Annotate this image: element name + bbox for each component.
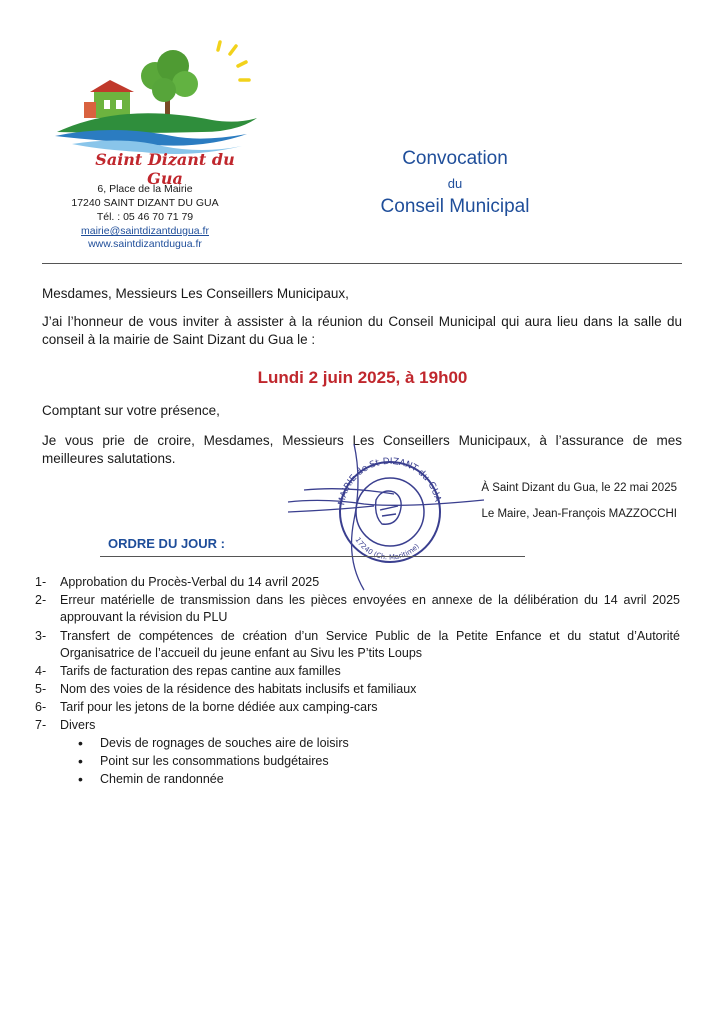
bullet-icon: • [78, 771, 83, 787]
agenda-item-number: 2- [35, 593, 47, 607]
title-conseil: Conseil Municipal [380, 196, 530, 217]
title-du: du [447, 176, 463, 191]
agenda-item-number: 5- [35, 682, 47, 696]
agenda-item: Nom des voies de la résidence des habitats inclusifs et familiaux [60, 682, 417, 696]
tree-icon [141, 50, 198, 122]
stamp-text: MAIRIE de St-DIZANT-du-GUA [337, 456, 443, 507]
sun-rays-icon [218, 42, 249, 80]
stamp-bottom-text: 17240 (Ch. Maritime) [353, 536, 421, 562]
agenda-item: Transfert de compétences de création d’un Service Public de la Petite Enfance et du statut d’Autorité Organisatrice de l’accueil du jeune enfant au Sivu les P’tits Loups [60, 629, 680, 660]
agenda-item: Tarif pour les jetons de la borne dédiée aux camping-cars [60, 700, 378, 714]
agenda-item-number: 1- [35, 575, 47, 589]
closing-text: Je vous prie de croire, Mesdames, Messieurs Les Conseillers Municipaux, à l’assurance de mes meilleures salutations. [42, 433, 682, 466]
agenda-sub-item: Devis de rognages de souches aire de loisirs [100, 736, 349, 750]
address-city: 17240 SAINT DIZANT DU GUA [71, 197, 219, 209]
agenda-sub-item: Chemin de randonnée [100, 772, 224, 786]
agenda-heading: ORDRE DU JOUR : [108, 536, 226, 551]
commune-logo [52, 40, 262, 158]
phone-number: Tél. : 05 46 70 71 79 [96, 211, 194, 223]
bullet-icon: • [78, 735, 83, 751]
agenda-item-number: 4- [35, 664, 47, 678]
website-link[interactable]: www.saintdizantdugua.fr [88, 238, 202, 250]
agenda-sub-item: Point sur les consommations budgétaires [100, 754, 329, 768]
agenda-item: Tarifs de facturation des repas cantine aux familles [60, 664, 341, 678]
agenda-item: Approbation du Procès-Verbal du 14 avril 2025 [60, 575, 320, 589]
agenda-item-number: 3- [35, 629, 47, 643]
counting-text: Comptant sur votre présence, [42, 403, 220, 418]
marianne-emblem-icon [376, 491, 402, 524]
title-convocation: Convocation [402, 148, 508, 169]
house-icon [84, 80, 134, 118]
header-divider [42, 263, 682, 264]
mayor-signature: Le Maire, Jean-François MAZZOCCHI [481, 508, 677, 520]
greeting: Mesdames, Messieurs Les Conseillers Municipaux, [42, 286, 349, 301]
agenda-item: Erreur matérielle de transmission dans les pièces envoyées en annexe de la délibération du 14 avril 2025 approuvant la révision du PLU [60, 593, 680, 624]
email-link[interactable]: mairie@saintdizantdugua.fr [81, 225, 209, 237]
agenda-item-number: 7- [35, 718, 47, 732]
invitation-text: J’ai l’honneur de vous inviter à assister à la réunion du Conseil Municipal qui aura lieu dans la salle du conseil à la mairie de Saint Dizant du Gua le : [42, 314, 682, 347]
landscape-waves-icon [55, 113, 257, 154]
agenda-divider [100, 556, 525, 557]
agenda-item: Divers [60, 718, 96, 732]
agenda-item-number: 6- [35, 700, 47, 714]
bullet-icon: • [78, 753, 83, 769]
place-date: À Saint Dizant du Gua, le 22 mai 2025 [481, 482, 677, 494]
address-line: 6, Place de la Mairie [97, 183, 193, 195]
brand-name: Saint Dizant du Gua [95, 150, 235, 188]
meeting-date: Lundi 2 juin 2025, à 19h00 [257, 368, 468, 387]
